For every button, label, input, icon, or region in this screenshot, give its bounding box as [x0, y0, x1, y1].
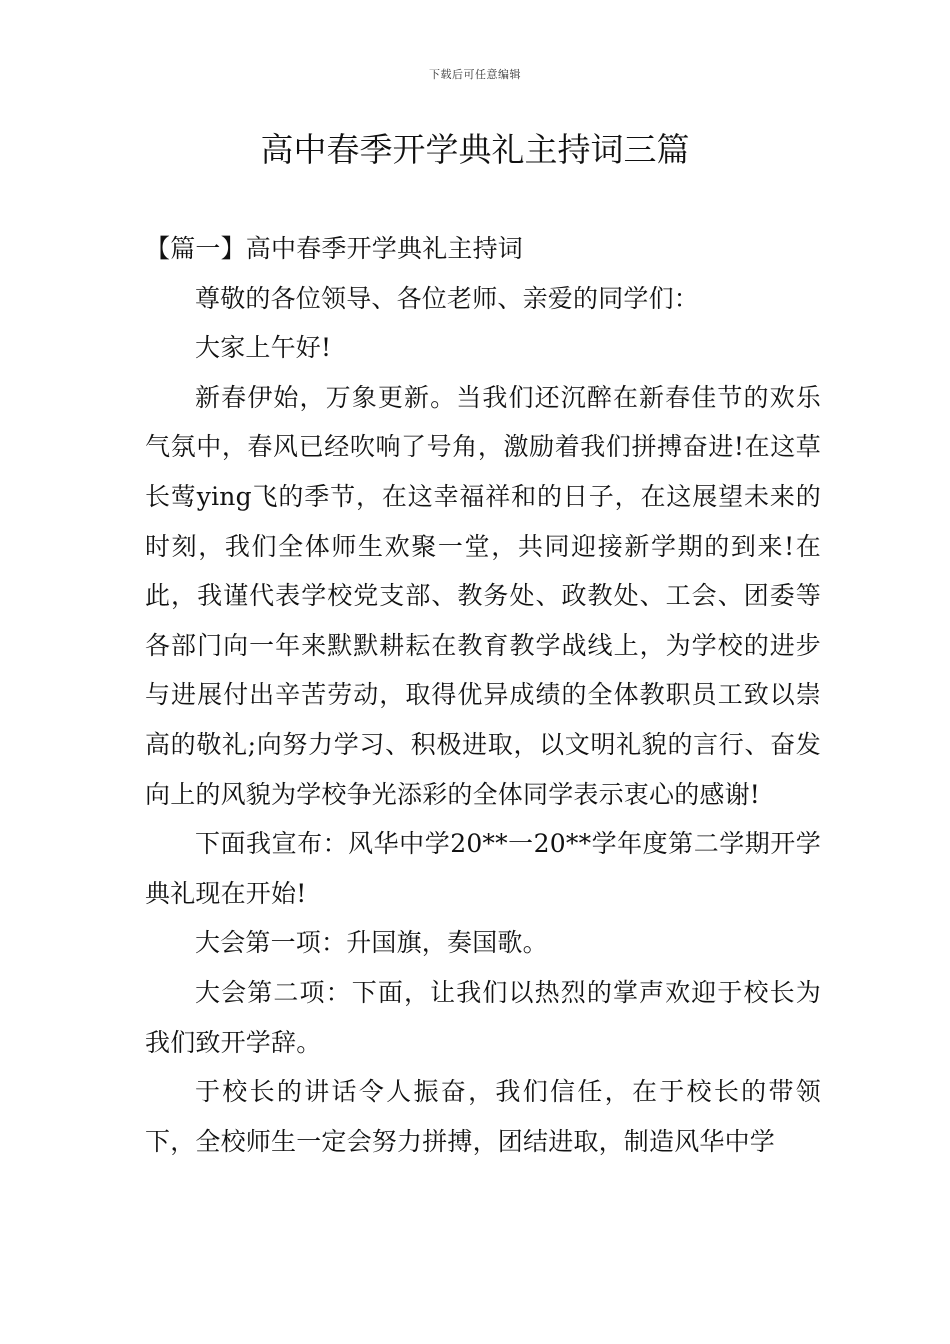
announcement-paragraph: 下面我宣布：风华中学20**一20**学年度第二学期开学典礼现在开始!	[145, 829, 821, 908]
document-title: 高中春季开学典礼主持词三篇	[260, 130, 690, 169]
section-heading: 【篇一】高中春季开学典礼主持词	[145, 234, 524, 263]
agenda-item-2-paragraph: 大会第二项：下面，让我们以热烈的掌声欢迎于校长为我们致开学辞。	[145, 977, 821, 1057]
greeting-paragraph: 大家上午好!	[195, 333, 332, 363]
document-body	[145, 224, 821, 1166]
closing-paragraph: 于校长的讲话令人振奋，我们信任，在于校长的带领下，全校师生一定会努力拼搏，团结进取，制造风华中学	[145, 1077, 821, 1156]
agenda-item-1-paragraph: 大会第一项：升国旗，奏国歌。	[195, 928, 548, 958]
page-header-note: 下载后可任意编辑	[429, 68, 521, 81]
salutation-paragraph: 尊敬的各位领导、各位老师、亲爱的同学们：	[195, 283, 700, 313]
opening-paragraph: 新春伊始，万象更新。当我们还沉醉在新春佳节的欢乐气氛中，春风已经吹响了号角，激励着我们拼搏奋进!在这草长莺ying飞的季节，在这幸福祥和的日子，在这展望未来的时刻，我们全体师生欢聚一堂，共同迎接新学期的到来!在此，我谨代表学校党支部、教务处、政教处、工会、团委等各部门向一年来默默耕耘在教育教学战线上，为学校的进步与进展付出辛苦劳动，取得优异成绩的全体教职员工致以崇高的敬礼;向努力学习、积极进取，以文明礼貌的言行、奋发向上的风貌为学校争光添彩的全体同学表示衷心的感谢!	[145, 382, 821, 809]
